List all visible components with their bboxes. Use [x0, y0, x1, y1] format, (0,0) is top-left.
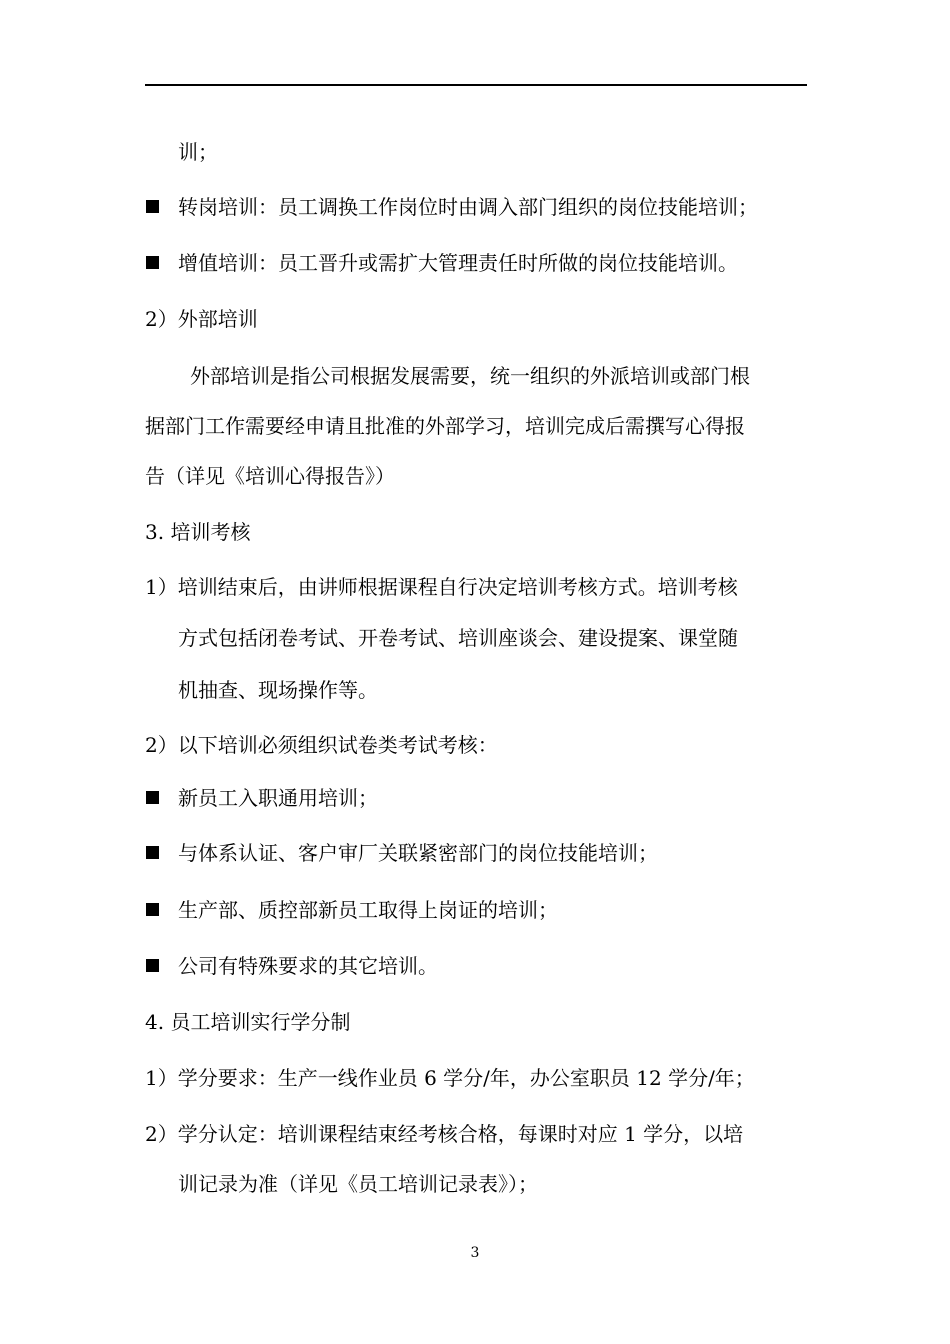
- bullet-item: 生产部、质控部新员工取得上岗证的培训；: [178, 898, 558, 922]
- text-line: 训；: [178, 140, 218, 164]
- bullet-item: 新员工入职通用培训；: [178, 786, 378, 810]
- paragraph-line: 告（详见《培训心得报告》）: [145, 464, 395, 488]
- section-heading: 2）外部培训: [145, 307, 258, 331]
- square-bullet-icon: [146, 256, 159, 269]
- square-bullet-icon: [146, 791, 159, 804]
- paragraph-line: 外部培训是指公司根据发展需要，统一组织的外派培训或部门根: [190, 364, 750, 388]
- square-bullet-icon: [146, 200, 159, 213]
- list-item: 1）学分要求：生产一线作业员 6 学分/年，办公室职员 12 学分/年；: [145, 1066, 755, 1090]
- square-bullet-icon: [146, 959, 159, 972]
- page-number: 3: [470, 1245, 480, 1261]
- list-item-continuation: 机抽查、现场操作等。: [178, 678, 378, 702]
- bullet-item: 公司有特殊要求的其它培训。: [178, 954, 438, 978]
- list-item: 2）以下培训必须组织试卷类考试考核：: [145, 733, 498, 757]
- list-item: 1）培训结束后，由讲师根据课程自行决定培训考核方式。培训考核: [145, 575, 738, 599]
- section-heading: 4. 员工培训实行学分制: [145, 1010, 351, 1034]
- bullet-item: 与体系认证、客户审厂关联紧密部门的岗位技能培训；: [178, 841, 658, 865]
- text-line: 增值培训：员工晋升或需扩大管理责任时所做的岗位技能培训。: [178, 251, 738, 275]
- text-line: 转岗培训：员工调换工作岗位时由调入部门组织的岗位技能培训；: [178, 195, 758, 219]
- header-rule: [145, 84, 807, 86]
- list-item-continuation: 方式包括闭卷考试、开卷考试、培训座谈会、建设提案、课堂随: [178, 626, 738, 650]
- paragraph-line: 据部门工作需要经申请且批准的外部学习，培训完成后需撰写心得报: [145, 414, 745, 438]
- square-bullet-icon: [146, 846, 159, 859]
- list-item: 2）学分认定：培训课程结束经考核合格，每课时对应 1 学分，以培: [145, 1122, 744, 1146]
- square-bullet-icon: [146, 903, 159, 916]
- list-item-continuation: 训记录为准（详见《员工培训记录表》）；: [178, 1172, 538, 1196]
- section-heading: 3. 培训考核: [145, 520, 251, 544]
